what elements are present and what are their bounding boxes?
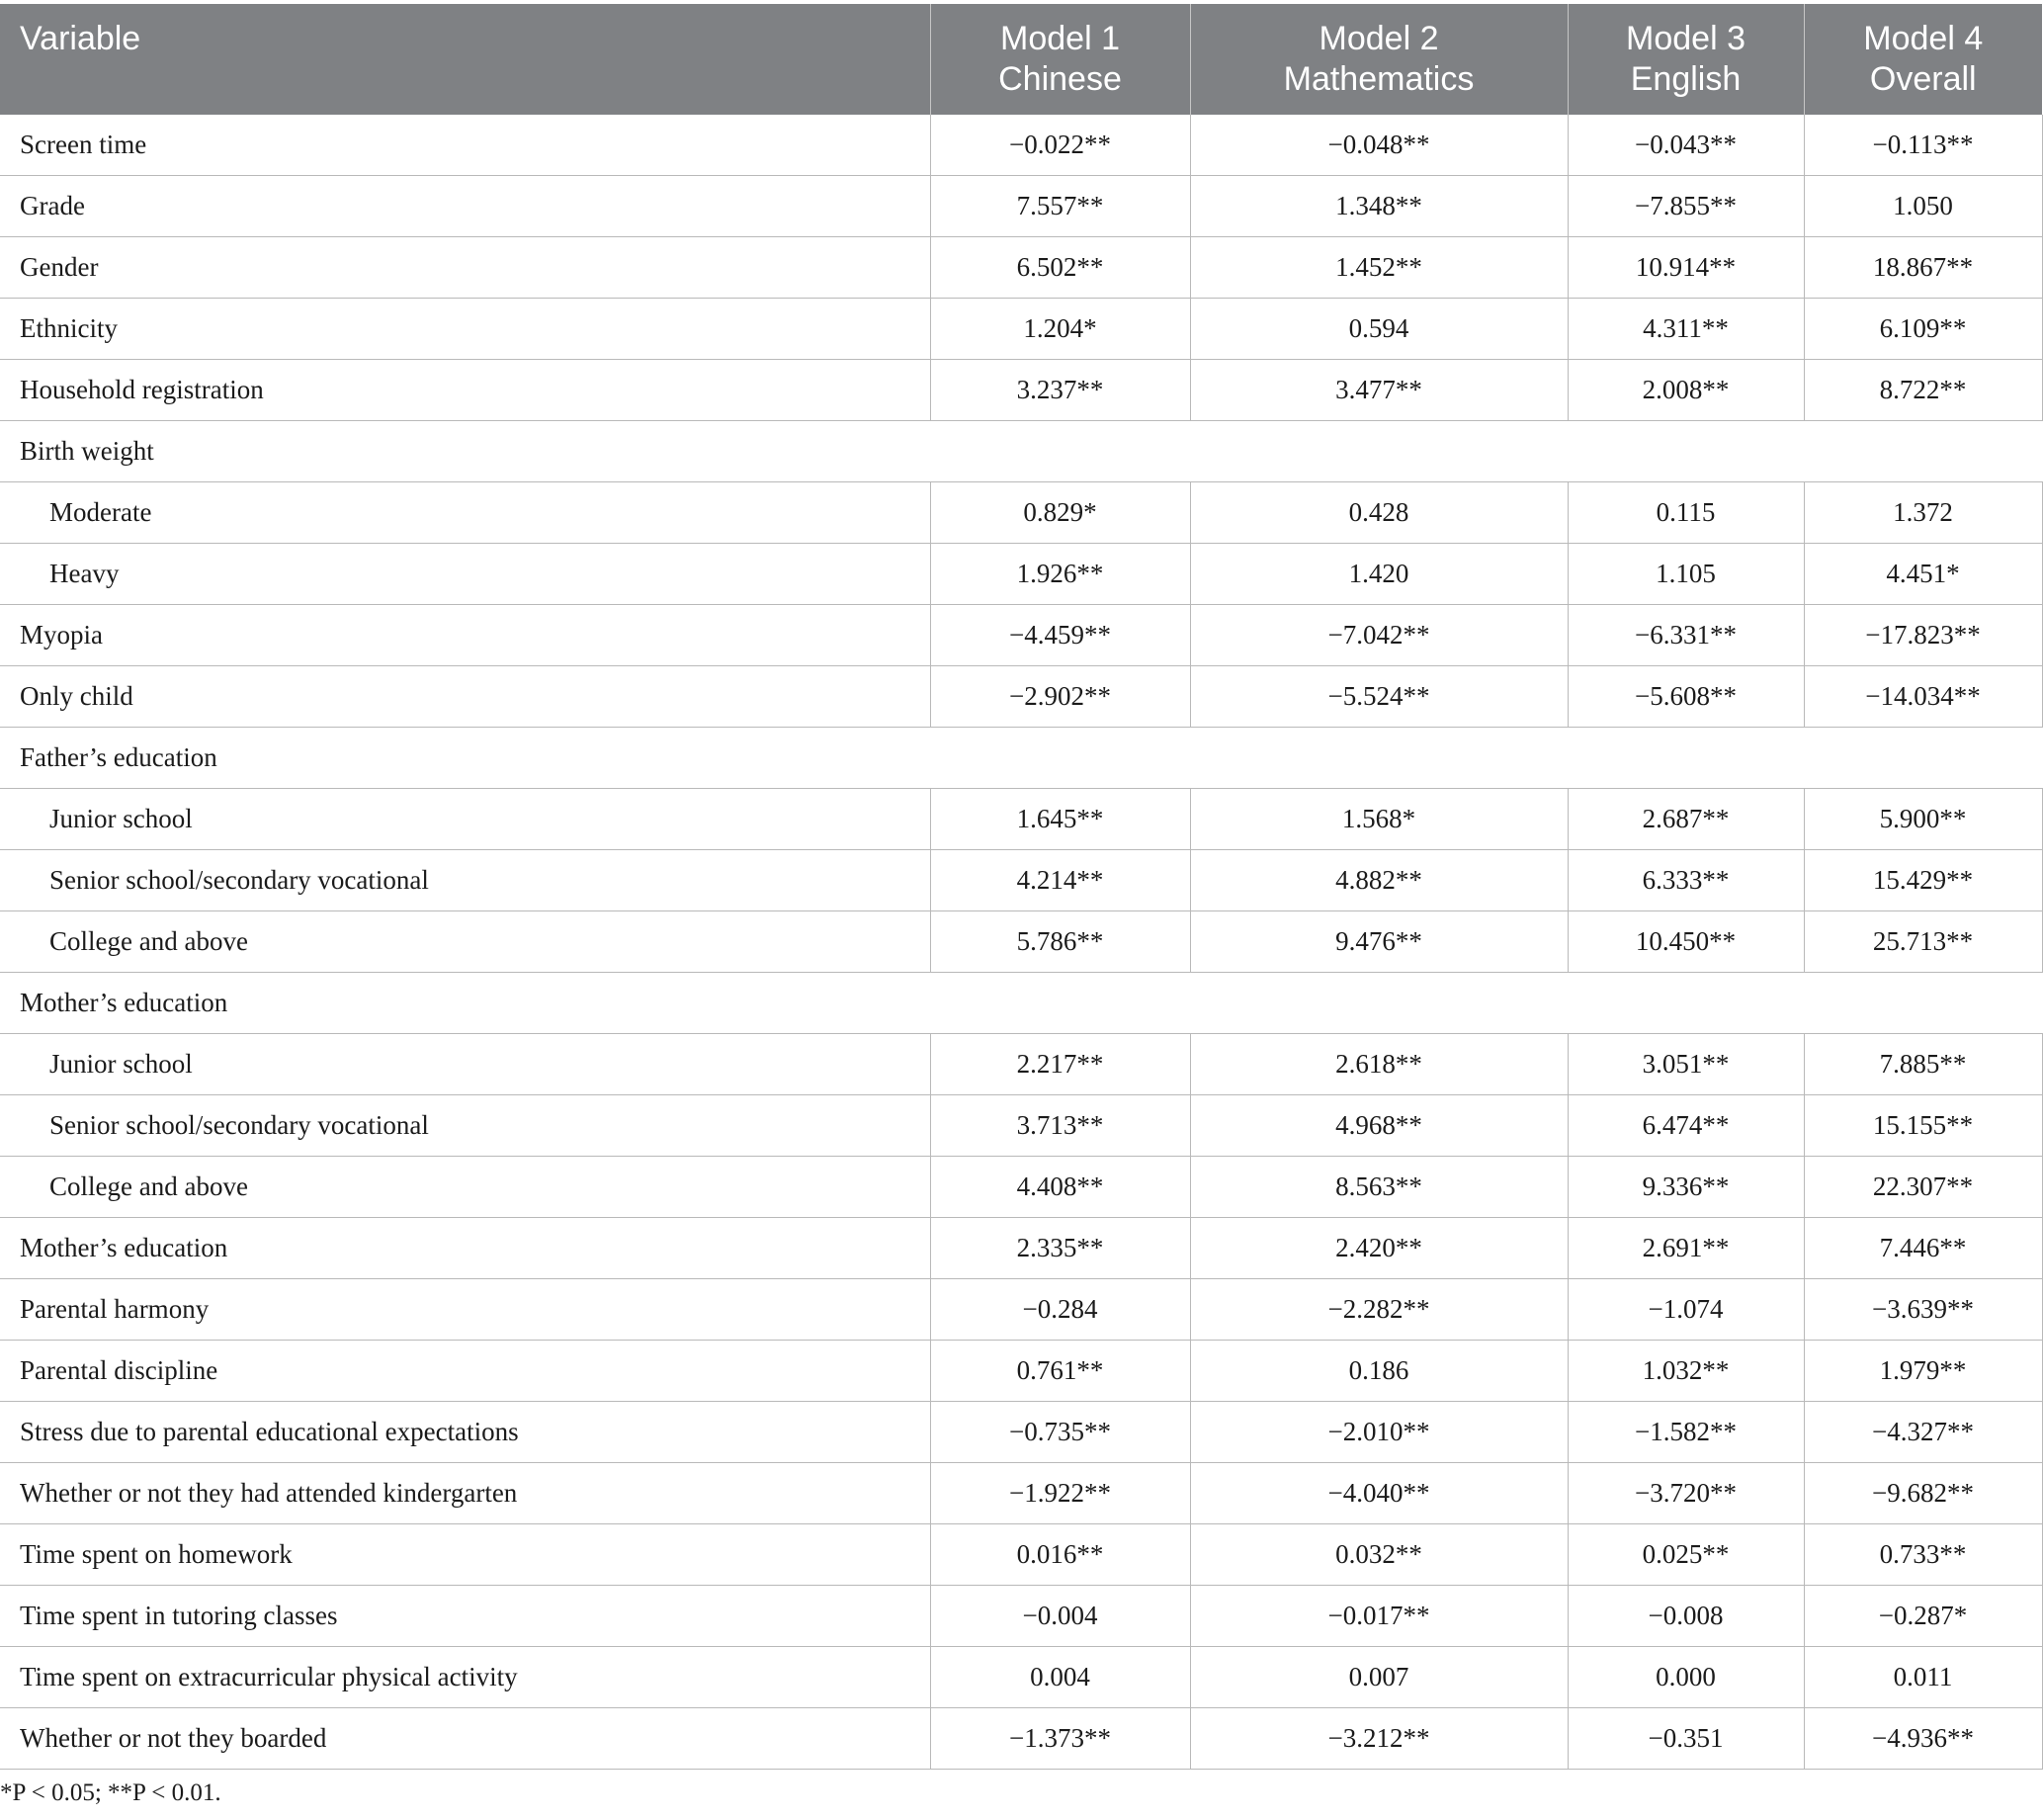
- variable-label: College and above: [0, 911, 930, 973]
- variable-label: Time spent on homework: [0, 1524, 930, 1586]
- coefficient-cell: 4.451*: [1804, 544, 2042, 605]
- table-row: [0, 1034, 2042, 1095]
- variable-label: Moderate: [0, 482, 930, 544]
- variable-label: Ethnicity: [0, 299, 930, 360]
- coefficient-cell: −6.331**: [1568, 605, 1804, 666]
- coefficient-cell: 8.563**: [1190, 1157, 1568, 1218]
- table-body: [0, 115, 2042, 1770]
- column-header-text: Chinese: [998, 60, 1122, 98]
- table-row: [0, 911, 2042, 973]
- coefficient-cell: 0.761**: [930, 1341, 1190, 1402]
- coefficient-cell: 9.476**: [1190, 911, 1568, 973]
- column-header-text: Model 4: [1863, 20, 1984, 57]
- coefficient-cell: −0.048**: [1190, 115, 1568, 176]
- coefficient-cell: 1.420: [1190, 544, 1568, 605]
- coefficient-cell: −1.582**: [1568, 1402, 1804, 1463]
- coefficient-cell: 1.032**: [1568, 1341, 1804, 1402]
- column-header-text: Model 3: [1626, 20, 1745, 57]
- column-header-model-3: [1568, 4, 1804, 115]
- coefficient-cell: 0.115: [1568, 482, 1804, 544]
- coefficient-cell: 1.204*: [930, 299, 1190, 360]
- coefficient-cell: 0.186: [1190, 1341, 1568, 1402]
- coefficient-cell: −1.074: [1568, 1279, 1804, 1341]
- table-row: [0, 666, 2042, 728]
- coefficient-cell: −0.017**: [1190, 1586, 1568, 1647]
- coefficient-cell: 1.568*: [1190, 789, 1568, 850]
- table-row: [0, 1463, 2042, 1524]
- variable-label: Parental harmony: [0, 1279, 930, 1341]
- coefficient-cell: 4.968**: [1190, 1095, 1568, 1157]
- column-header-variable: [0, 4, 930, 115]
- table-section-row: [0, 728, 2042, 789]
- variable-label: Time spent in tutoring classes: [0, 1586, 930, 1647]
- coefficient-cell: 9.336**: [1568, 1157, 1804, 1218]
- variable-label: Myopia: [0, 605, 930, 666]
- coefficient-cell: −0.351: [1568, 1708, 1804, 1770]
- coefficient-cell: 0.007: [1190, 1647, 1568, 1708]
- coefficient-cell: 2.687**: [1568, 789, 1804, 850]
- coefficient-cell: −14.034**: [1804, 666, 2042, 728]
- column-header-text: Mathematics: [1283, 60, 1475, 98]
- variable-label: Gender: [0, 237, 930, 299]
- coefficient-cell: 6.109**: [1804, 299, 2042, 360]
- column-header-model-4: [1804, 4, 2042, 115]
- coefficient-cell: −1.922**: [930, 1463, 1190, 1524]
- header-row: [0, 4, 2042, 115]
- table-row: [0, 299, 2042, 360]
- variable-label: Junior school: [0, 789, 930, 850]
- coefficient-cell: 5.786**: [930, 911, 1190, 973]
- table-footnote: *P < 0.05; **P < 0.01.: [0, 1779, 221, 1806]
- column-header-text: Overall: [1869, 60, 1977, 98]
- coefficient-cell: 0.594: [1190, 299, 1568, 360]
- coefficient-cell: 3.237**: [930, 360, 1190, 421]
- variable-label: Senior school/secondary vocational: [0, 1095, 930, 1157]
- coefficient-cell: 10.450**: [1568, 911, 1804, 973]
- coefficient-cell: 2.618**: [1190, 1034, 1568, 1095]
- table-row: [0, 1095, 2042, 1157]
- coefficient-cell: 0.004: [930, 1647, 1190, 1708]
- coefficient-cell: 0.733**: [1804, 1524, 2042, 1586]
- coefficient-cell: 0.428: [1190, 482, 1568, 544]
- column-header-model-2: [1190, 4, 1568, 115]
- coefficient-cell: 5.900**: [1804, 789, 2042, 850]
- coefficient-cell: 0.000: [1568, 1647, 1804, 1708]
- coefficient-cell: 1.645**: [930, 789, 1190, 850]
- table-row: [0, 850, 2042, 911]
- column-header-text: Model 2: [1319, 20, 1439, 57]
- coefficient-cell: 2.335**: [930, 1218, 1190, 1279]
- coefficient-cell: 15.429**: [1804, 850, 2042, 911]
- table-row: [0, 605, 2042, 666]
- coefficient-cell: 10.914**: [1568, 237, 1804, 299]
- coefficient-cell: 3.477**: [1190, 360, 1568, 421]
- table-row: [0, 1218, 2042, 1279]
- coefficient-cell: 1.372: [1804, 482, 2042, 544]
- coefficient-cell: −4.327**: [1804, 1402, 2042, 1463]
- coefficient-cell: 7.557**: [930, 176, 1190, 237]
- coefficient-cell: 0.016**: [930, 1524, 1190, 1586]
- table-row: [0, 1708, 2042, 1770]
- section-label: Father’s education: [0, 728, 2042, 789]
- variable-label: Screen time: [0, 115, 930, 176]
- coefficient-cell: −3.639**: [1804, 1279, 2042, 1341]
- table-row: [0, 360, 2042, 421]
- regression-table: [0, 4, 2043, 1770]
- coefficient-cell: 8.722**: [1804, 360, 2042, 421]
- coefficient-cell: −5.524**: [1190, 666, 1568, 728]
- variable-label: Senior school/secondary vocational: [0, 850, 930, 911]
- coefficient-cell: −5.608**: [1568, 666, 1804, 728]
- table-row: [0, 237, 2042, 299]
- coefficient-cell: 22.307**: [1804, 1157, 2042, 1218]
- coefficient-cell: −4.936**: [1804, 1708, 2042, 1770]
- table-row: [0, 1402, 2042, 1463]
- coefficient-cell: 0.032**: [1190, 1524, 1568, 1586]
- variable-label: College and above: [0, 1157, 930, 1218]
- coefficient-cell: 1.050: [1804, 176, 2042, 237]
- coefficient-cell: 6.333**: [1568, 850, 1804, 911]
- coefficient-cell: 1.979**: [1804, 1341, 2042, 1402]
- table-row: [0, 544, 2042, 605]
- table-row: [0, 1341, 2042, 1402]
- coefficient-cell: −0.022**: [930, 115, 1190, 176]
- coefficient-cell: 0.829*: [930, 482, 1190, 544]
- coefficient-cell: 6.502**: [930, 237, 1190, 299]
- variable-label: Stress due to parental educational expectations: [0, 1402, 930, 1463]
- coefficient-cell: −9.682**: [1804, 1463, 2042, 1524]
- table-row: [0, 1524, 2042, 1586]
- coefficient-cell: 1.926**: [930, 544, 1190, 605]
- coefficient-cell: 2.217**: [930, 1034, 1190, 1095]
- coefficient-cell: 15.155**: [1804, 1095, 2042, 1157]
- table-row: [0, 176, 2042, 237]
- table-row: [0, 1279, 2042, 1341]
- coefficient-cell: −1.373**: [930, 1708, 1190, 1770]
- table-row: [0, 1157, 2042, 1218]
- coefficient-cell: −4.459**: [930, 605, 1190, 666]
- variable-label: Parental discipline: [0, 1341, 930, 1402]
- table-section-row: [0, 973, 2042, 1034]
- coefficient-cell: 7.446**: [1804, 1218, 2042, 1279]
- coefficient-cell: 4.882**: [1190, 850, 1568, 911]
- variable-label: Household registration: [0, 360, 930, 421]
- coefficient-cell: −3.720**: [1568, 1463, 1804, 1524]
- regression-table-container: [0, 4, 2042, 1770]
- table-row: [0, 115, 2042, 176]
- variable-label: Junior school: [0, 1034, 930, 1095]
- variable-label: Time spent on extracurricular physical activity: [0, 1647, 930, 1708]
- coefficient-cell: 18.867**: [1804, 237, 2042, 299]
- table-row: [0, 1647, 2042, 1708]
- variable-label: Only child: [0, 666, 930, 728]
- column-header-model-1: [930, 4, 1190, 115]
- coefficient-cell: −0.284: [930, 1279, 1190, 1341]
- variable-label: Grade: [0, 176, 930, 237]
- coefficient-cell: 4.408**: [930, 1157, 1190, 1218]
- table-row: [0, 1586, 2042, 1647]
- coefficient-cell: 3.051**: [1568, 1034, 1804, 1095]
- coefficient-cell: −0.113**: [1804, 115, 2042, 176]
- table-row: [0, 789, 2042, 850]
- table-header: [0, 4, 2042, 115]
- coefficient-cell: −2.902**: [930, 666, 1190, 728]
- coefficient-cell: −0.287*: [1804, 1586, 2042, 1647]
- coefficient-cell: 6.474**: [1568, 1095, 1804, 1157]
- coefficient-cell: 3.713**: [930, 1095, 1190, 1157]
- coefficient-cell: 4.214**: [930, 850, 1190, 911]
- variable-label: Whether or not they boarded: [0, 1708, 930, 1770]
- coefficient-cell: −0.008: [1568, 1586, 1804, 1647]
- coefficient-cell: −4.040**: [1190, 1463, 1568, 1524]
- coefficient-cell: 0.011: [1804, 1647, 2042, 1708]
- section-label: Birth weight: [0, 421, 2042, 482]
- coefficient-cell: 0.025**: [1568, 1524, 1804, 1586]
- column-header-text: English: [1630, 60, 1742, 98]
- coefficient-cell: −2.282**: [1190, 1279, 1568, 1341]
- coefficient-cell: −0.043**: [1568, 115, 1804, 176]
- coefficient-cell: −7.042**: [1190, 605, 1568, 666]
- coefficient-cell: 4.311**: [1568, 299, 1804, 360]
- table-row: [0, 482, 2042, 544]
- coefficient-cell: −0.735**: [930, 1402, 1190, 1463]
- coefficient-cell: −7.855**: [1568, 176, 1804, 237]
- coefficient-cell: 2.691**: [1568, 1218, 1804, 1279]
- variable-label: Mother’s education: [0, 1218, 930, 1279]
- section-label: Mother’s education: [0, 973, 2042, 1034]
- column-header-text: Variable: [20, 20, 141, 57]
- table-section-row: [0, 421, 2042, 482]
- coefficient-cell: 1.105: [1568, 544, 1804, 605]
- variable-label: Heavy: [0, 544, 930, 605]
- column-header-text: Model 1: [1000, 20, 1120, 57]
- coefficient-cell: 1.452**: [1190, 237, 1568, 299]
- coefficient-cell: −0.004: [930, 1586, 1190, 1647]
- coefficient-cell: 7.885**: [1804, 1034, 2042, 1095]
- coefficient-cell: −17.823**: [1804, 605, 2042, 666]
- coefficient-cell: −3.212**: [1190, 1708, 1568, 1770]
- coefficient-cell: 2.420**: [1190, 1218, 1568, 1279]
- variable-label: Whether or not they had attended kindergarten: [0, 1463, 930, 1524]
- coefficient-cell: 2.008**: [1568, 360, 1804, 421]
- coefficient-cell: 1.348**: [1190, 176, 1568, 237]
- coefficient-cell: 25.713**: [1804, 911, 2042, 973]
- coefficient-cell: −2.010**: [1190, 1402, 1568, 1463]
